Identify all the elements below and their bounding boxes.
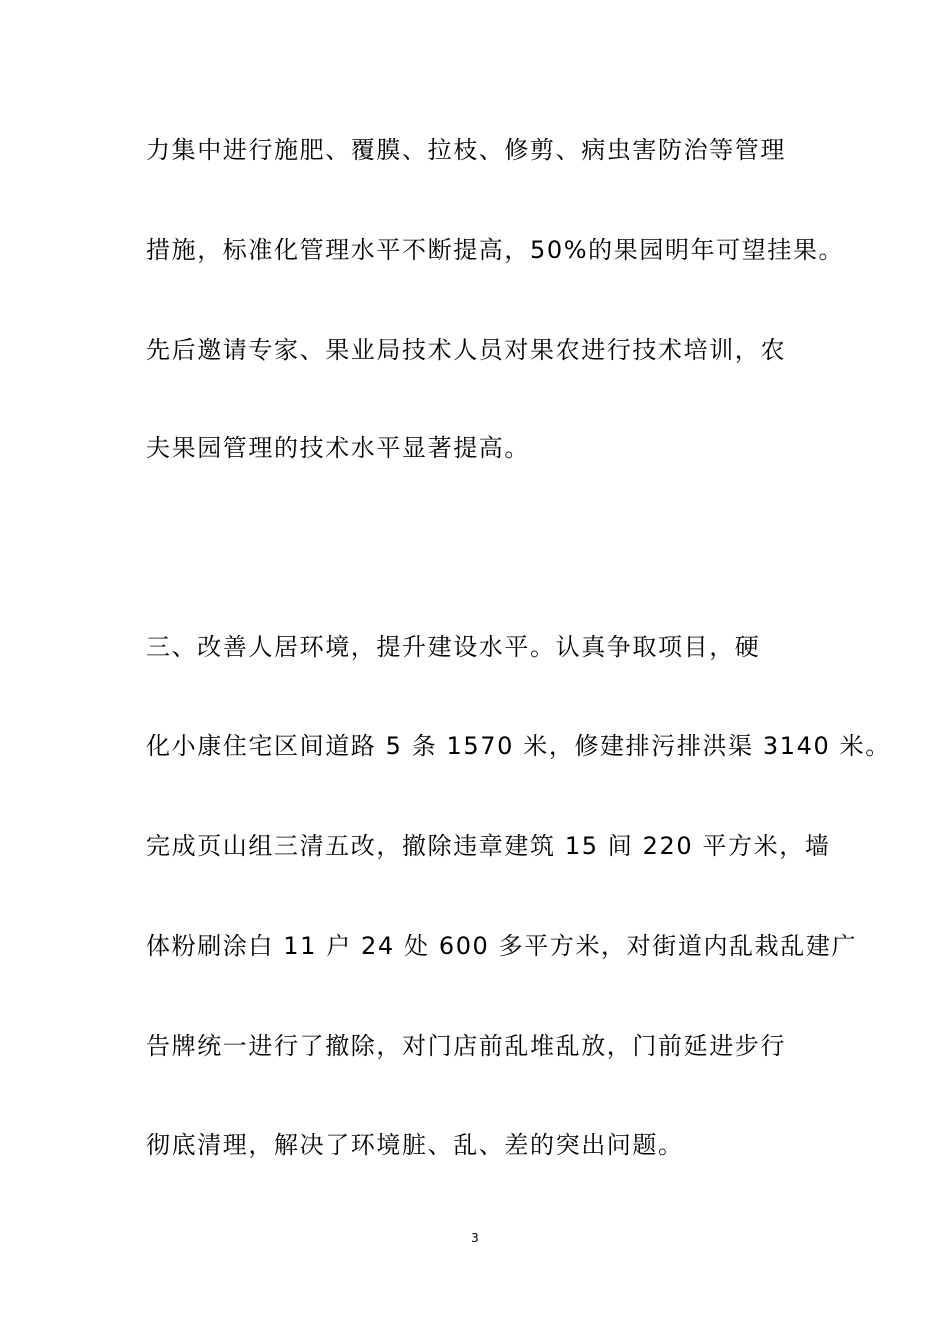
page-number: 3: [471, 1231, 479, 1245]
text-line: 先后邀请专家、果业局技术人员对果农进行技术培训，农: [146, 336, 786, 364]
text-line: 告牌统一进行了撤除，对门店前乱堆乱放，门前延进步行: [146, 1032, 786, 1060]
text-line: 彻底清理，解决了环境脏、乱、差的突出问题。: [146, 1131, 684, 1159]
text-line: 三、改善人居环境，提升建设水平。认真争取项目，硬: [146, 633, 761, 661]
text-line: 措施，标准化管理水平不断提高，50%的果园明年可望挂果。: [146, 236, 845, 264]
text-line: 夫果园管理的技术水平显著提高。: [146, 434, 530, 462]
text-line: 体粉刷涂白 11 户 24 处 600 多平方米，对街道内乱栽乱建广: [146, 932, 858, 960]
text-line: 化小康住宅区间道路 5 条 1570 米，修建排污排洪渠 3140 米。: [146, 732, 891, 760]
text-line: 完成页山组三清五改，撤除违章建筑 15 间 220 平方米，墙: [146, 832, 831, 860]
text-line: 力集中进行施肥、覆膜、拉枝、修剪、病虫害防治等管理: [146, 136, 786, 164]
